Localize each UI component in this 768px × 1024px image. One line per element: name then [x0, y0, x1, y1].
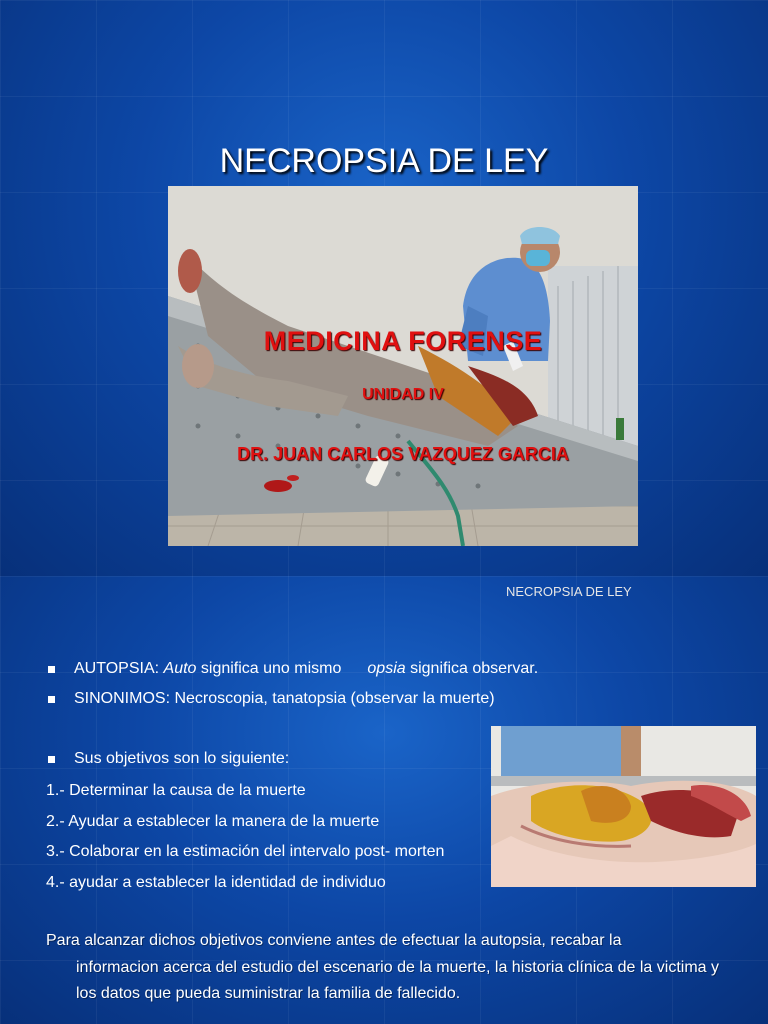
author-name: DR. JUAN CARLOS VAZQUEZ GARCIA: [237, 444, 569, 464]
bullet-sinonimos: [46, 684, 606, 714]
paragraph-continuation: informacion acerca del estudio del escenario de la muerte, la historia clínica de la victima y los datos que pueda suministrar la familia de fallecido.: [76, 958, 719, 1002]
unit-label: UNIDAD IV: [362, 386, 444, 403]
autopsia-label: AUTOPSIA:: [74, 660, 164, 677]
sinonimos-text: SINONIMOS: Necroscopia, tanatopsia (observar la muerte): [74, 690, 495, 707]
paragraph-first-line: Para alcanzar dichos objetivos conviene antes de efectuar la autopsia, recabar la: [46, 932, 622, 949]
slide-title-heading: NECROPSIA DE LEY: [219, 142, 549, 180]
objective-item: 4.- ayudar a establecer la identidad de individuo: [46, 873, 386, 891]
definitions-list: [46, 654, 606, 714]
slide-content: [0, 576, 768, 1024]
objective-item: 1.- Determinar la causa de la muerte: [46, 782, 306, 799]
objectives-list: [46, 744, 486, 898]
opsia-meaning: significa observar.: [405, 660, 539, 677]
objectives-intro-row: [46, 744, 486, 774]
auto-term: Auto: [163, 660, 197, 677]
slide-header: NECROPSIA DE LEY: [506, 584, 632, 599]
closing-paragraph: [46, 928, 726, 1008]
bullet-square-icon: [48, 666, 55, 673]
course-title: MEDICINA FORENSE: [263, 326, 543, 356]
auto-meaning: significa uno mismo: [196, 660, 342, 677]
bullet-square-icon: [48, 696, 55, 703]
bullet-autopsia: [46, 654, 606, 684]
autopsy-photo: [168, 186, 638, 546]
autopsy-detail-illustration: [491, 726, 756, 887]
objectives-intro: Sus objetivos son lo siguiente:: [74, 750, 290, 767]
bullet-square-icon: [48, 756, 55, 763]
autopsy-detail-photo: [491, 726, 756, 887]
objective-item: 2.- Ayudar a establecer la manera de la muerte: [46, 812, 380, 830]
opsia-term: opsia: [367, 660, 406, 677]
autopsy-scene-illustration: [168, 186, 638, 546]
objective-item: 3.- Colaborar en la estimación del intervalo post- morten: [46, 843, 445, 860]
